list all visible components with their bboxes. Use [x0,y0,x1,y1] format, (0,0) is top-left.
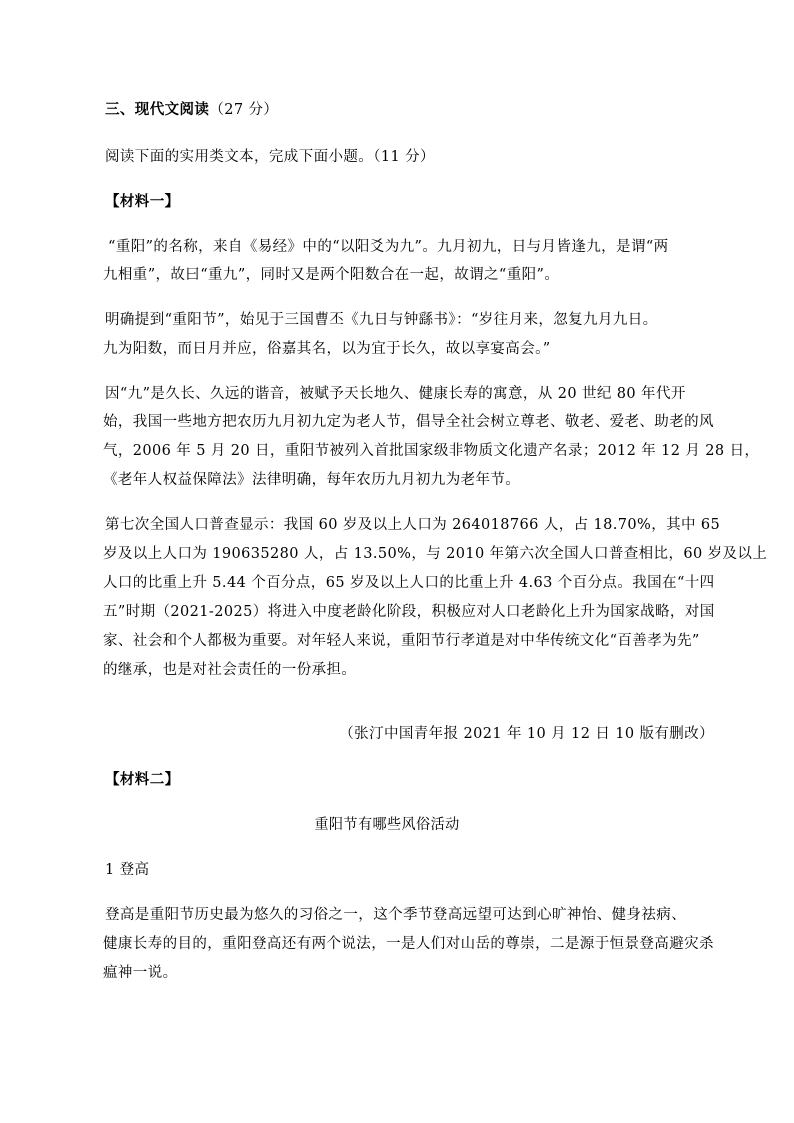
material-one-label: 【材料一】 [105,193,180,210]
paragraph-line: 五”时期（2021-2025）将进入中度老龄化阶段，积极应对人口老龄化上升为国家战略，对国 [103,604,715,620]
subheading: 1 登高 [105,862,150,878]
material-two-title: 重阳节有哪些风俗活动 [314,817,460,833]
reading-instruction: 阅读下面的实用类文本，完成下面小题。（11 分） [105,149,435,165]
paragraph-line: 因“九”是久长、久远的谐音，被赋予天长地久、健康长寿的寓意，从 20 世纪 80 年代开 [105,386,686,402]
paragraph-line: 九为阳数，而日月并应，俗嘉其名，以为宜于长久，故以享宴高会。” [103,341,551,357]
section-heading-title: 三、现代文阅读 [105,101,210,118]
section-heading [105,100,278,120]
paragraph-line: 岁及以上人口为 190635280 人，占 13.50%，与 2010 年第六次全国人口普查相比，60 岁及以上 [103,546,768,562]
paragraph-line: 的继承，也是对社会责任的一份承担。 [103,662,357,678]
paragraph-line: 登高是重阳节历史最为悠久的习俗之一，这个季节登高远望可达到心旷神怡、健身祛病、 [105,907,687,923]
paragraph-line: 九相重”，故曰“重九”，同时又是两个阳数合在一起，故谓之“重阳”。 [103,267,560,283]
paragraph-line: “重阳”的名称，来自《易经》中的“以阳爻为九”。九月初九，日与月皆逢九，是谓“两 [108,239,669,255]
paragraph-line: 始，我国一些地方把农历九月初九定为老人节，倡导全社会树立尊老、敬老、爱老、助老的风 [103,414,714,430]
paragraph-line: 气，2006 年 5 月 20 日，重阳节被列入首批国家级非物质文化遗产名录；2012 年 12 月 28 日， [103,443,760,459]
paragraph-line: 家、社会和个人都极为重要。对年轻人来说，重阳节行孝道是对中华传统文化“百善孝为先” [103,633,700,649]
paragraph-line: 瘟神一说。 [103,965,178,981]
paragraph-line: 人口的比重上升 5.44 个百分点，65 岁及以上人口的比重上升 4.63 个百分点。我国在“十四 [103,575,715,591]
source-citation: （张汀中国青年报 2021 年 10 月 12 日 10 版有删改） [339,726,714,742]
paragraph-line: 《老年人权益保障法》法律明确，每年农历九月初九为老年节。 [103,472,521,488]
paragraph-line: 第七次全国人口普查显示：我国 60 岁及以上人口为 264018766 人，占 18.70%，其中 65 [105,517,721,533]
material-two-label: 【材料二】 [105,771,180,788]
section-heading-score: （27 分） [209,102,279,118]
paragraph-line: 明确提到“重阳节”，始见于三国曹丕《九日与钟繇书》：“岁往月来，忽复九月九日。 [105,312,658,328]
paragraph-line: 健康长寿的目的，重阳登高还有两个说法，一是人们对山岳的尊崇，二是源于恒景登高避灾杀 [103,936,714,952]
